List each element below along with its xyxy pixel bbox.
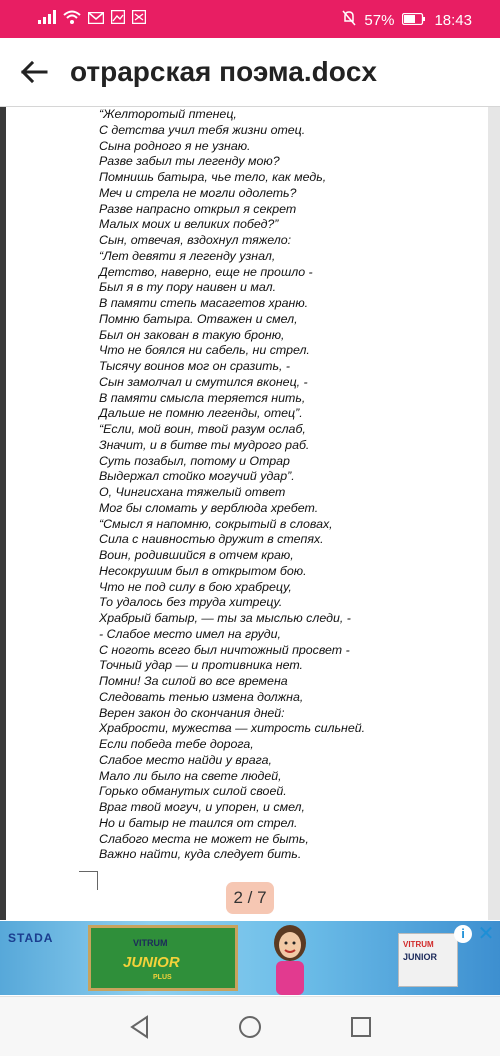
ad-product-name: JUNIOR: [123, 954, 180, 971]
poem-line: Был я в ту пору наивен и мал.: [99, 280, 277, 295]
poem-line: С ноготь всего был ничтожный просвет -: [99, 642, 350, 657]
page-corner-mark: [79, 871, 98, 890]
poem-line: “Лет девяти я легенду узнал,: [99, 248, 276, 263]
poem-line: Что не под силу в бою храбрецу,: [99, 579, 292, 594]
poem-text: [99, 107, 389, 863]
navigation-bar: [0, 996, 500, 1056]
poem-line: Храбрости, мужества — хитрость сильней.: [99, 721, 366, 736]
document-viewer[interactable]: [0, 107, 500, 920]
left-gutter: [0, 107, 6, 920]
poem-line: Но и батыр не таился от стрел.: [99, 815, 298, 830]
poem-line: Мог бы сломать у верблюда хребет.: [99, 500, 319, 515]
poem-line: Сына родного я не узнаю.: [99, 138, 251, 153]
poem-line: Храбрый батыр, — ты за мыслью следи, -: [99, 611, 351, 625]
poem-line: Слабого места не может не быть,: [99, 831, 309, 846]
ad-banner[interactable]: [0, 921, 500, 995]
recents-square-icon[interactable]: [348, 1014, 374, 1040]
ad-product-sub: PLUS: [153, 974, 172, 981]
poem-line: О, Чингисхана тяжелый ответ: [99, 485, 286, 499]
poem-line: Что не боялся ни сабель, ни стрел.: [99, 343, 310, 358]
battery-icon: [402, 12, 426, 29]
ad-chalkboard: [88, 925, 238, 991]
poem-line: Суть позабыл, потому и Отрар: [99, 453, 290, 468]
close-icon[interactable]: ✕: [477, 923, 495, 945]
poem-line: Помни! За силой во все времена: [99, 674, 288, 688]
status-bar-left: [38, 10, 146, 29]
poem-line: Если победа тебе дорога,: [99, 737, 254, 751]
poem-line: Был он закован в такую броню,: [99, 327, 285, 342]
poem-line: “Желторотый птенец,: [99, 107, 237, 121]
ad-girl-image: [268, 923, 312, 995]
status-bar-right: [342, 10, 472, 30]
poem-line: Сын замолчал и смутился вконец, -: [99, 374, 308, 389]
ad-product-box: [398, 933, 458, 987]
poem-line: Выдержал стойко могучий удар”.: [99, 469, 295, 484]
scrollbar-track[interactable]: [488, 107, 500, 920]
photo-icon: [111, 10, 125, 29]
poem-line: Верен закон до скончания дней:: [99, 705, 285, 720]
poem-line: Враг твой могуч, и упорен, и смел,: [99, 800, 305, 814]
poem-line: То удалось без труда хитрецу.: [99, 595, 283, 610]
signal-icon: [38, 10, 56, 29]
poem-line: Точный удар — и противника нет.: [99, 658, 303, 673]
poem-line: Сын, отвечая, вздохнул тяжело:: [99, 233, 292, 247]
poem-line: В памяти степь масагетов храню.: [99, 296, 309, 310]
ad-product-line: VITRUM: [133, 938, 168, 948]
poem-line: Следовать тенью измена должна,: [99, 689, 304, 704]
app-bar: [0, 38, 500, 107]
mute-icon: [342, 10, 356, 30]
poem-line: Мало ли было на свете людей,: [99, 768, 282, 783]
poem-line: “Смысл я напомню, сокрытый в словах,: [99, 516, 333, 531]
page-indicator: 2 / 7: [226, 882, 274, 914]
ad-brand-label: STADA: [8, 931, 54, 945]
poem-line: Слабое место найди у врага,: [99, 752, 272, 767]
status-bar: [0, 0, 500, 38]
poem-line: “Если, мой воин, твой разум ослаб,: [99, 422, 306, 436]
poem-line: Помню батыра. Отважен и смел,: [99, 311, 298, 326]
battery-percent: 57%: [364, 11, 395, 29]
poem-line: Помнишь батыра, чье тело, как медь,: [99, 170, 327, 184]
wifi-icon: [63, 10, 81, 29]
poem-line: Разве забыл ты легенду мою?: [99, 154, 280, 169]
poem-line: Малых моих и великих побед?”: [99, 217, 279, 232]
poem-line: Воин, родившийся в отчем краю,: [99, 548, 294, 562]
ad-box-line: VITRUM: [403, 940, 434, 949]
poem-line: Меч и стрела не могли одолеть?: [99, 185, 297, 200]
poem-line: Важно найти, куда следует бить.: [99, 847, 302, 862]
mail-icon: [88, 11, 104, 29]
poem-line: - Слабое место имел на груди,: [99, 626, 281, 641]
poem-line: Разве напрасно открыл я секрет: [99, 201, 297, 216]
poem-line: Несокрушим был в открытом бою.: [99, 563, 307, 578]
poem-line: Горько обманутых силой своей.: [99, 784, 287, 799]
home-circle-icon[interactable]: [237, 1014, 263, 1040]
gallery-icon: [132, 10, 146, 29]
poem-line: В памяти смысла теряется нить,: [99, 390, 306, 405]
arrow-left-icon[interactable]: [20, 60, 48, 84]
info-icon[interactable]: i: [454, 925, 472, 943]
poem-line: Тысячу воинов мог он сразить, -: [99, 359, 291, 373]
document-title: отрарская поэма.docx: [70, 56, 377, 87]
poem-line: Детство, наверно, еще не прошло -: [99, 264, 313, 279]
poem-line: Сила с наивностью дружит в степях.: [99, 532, 324, 547]
poem-line: Значит, и в битве ты мудрого раб.: [99, 437, 310, 452]
poem-line: Дальше не помню легенды, отец”.: [99, 406, 303, 421]
ad-box-name: JUNIOR: [403, 952, 438, 962]
poem-line: С детства учил тебя жизни отец.: [99, 122, 306, 137]
back-triangle-icon[interactable]: [127, 1014, 153, 1040]
status-time: 18:43: [434, 11, 472, 29]
